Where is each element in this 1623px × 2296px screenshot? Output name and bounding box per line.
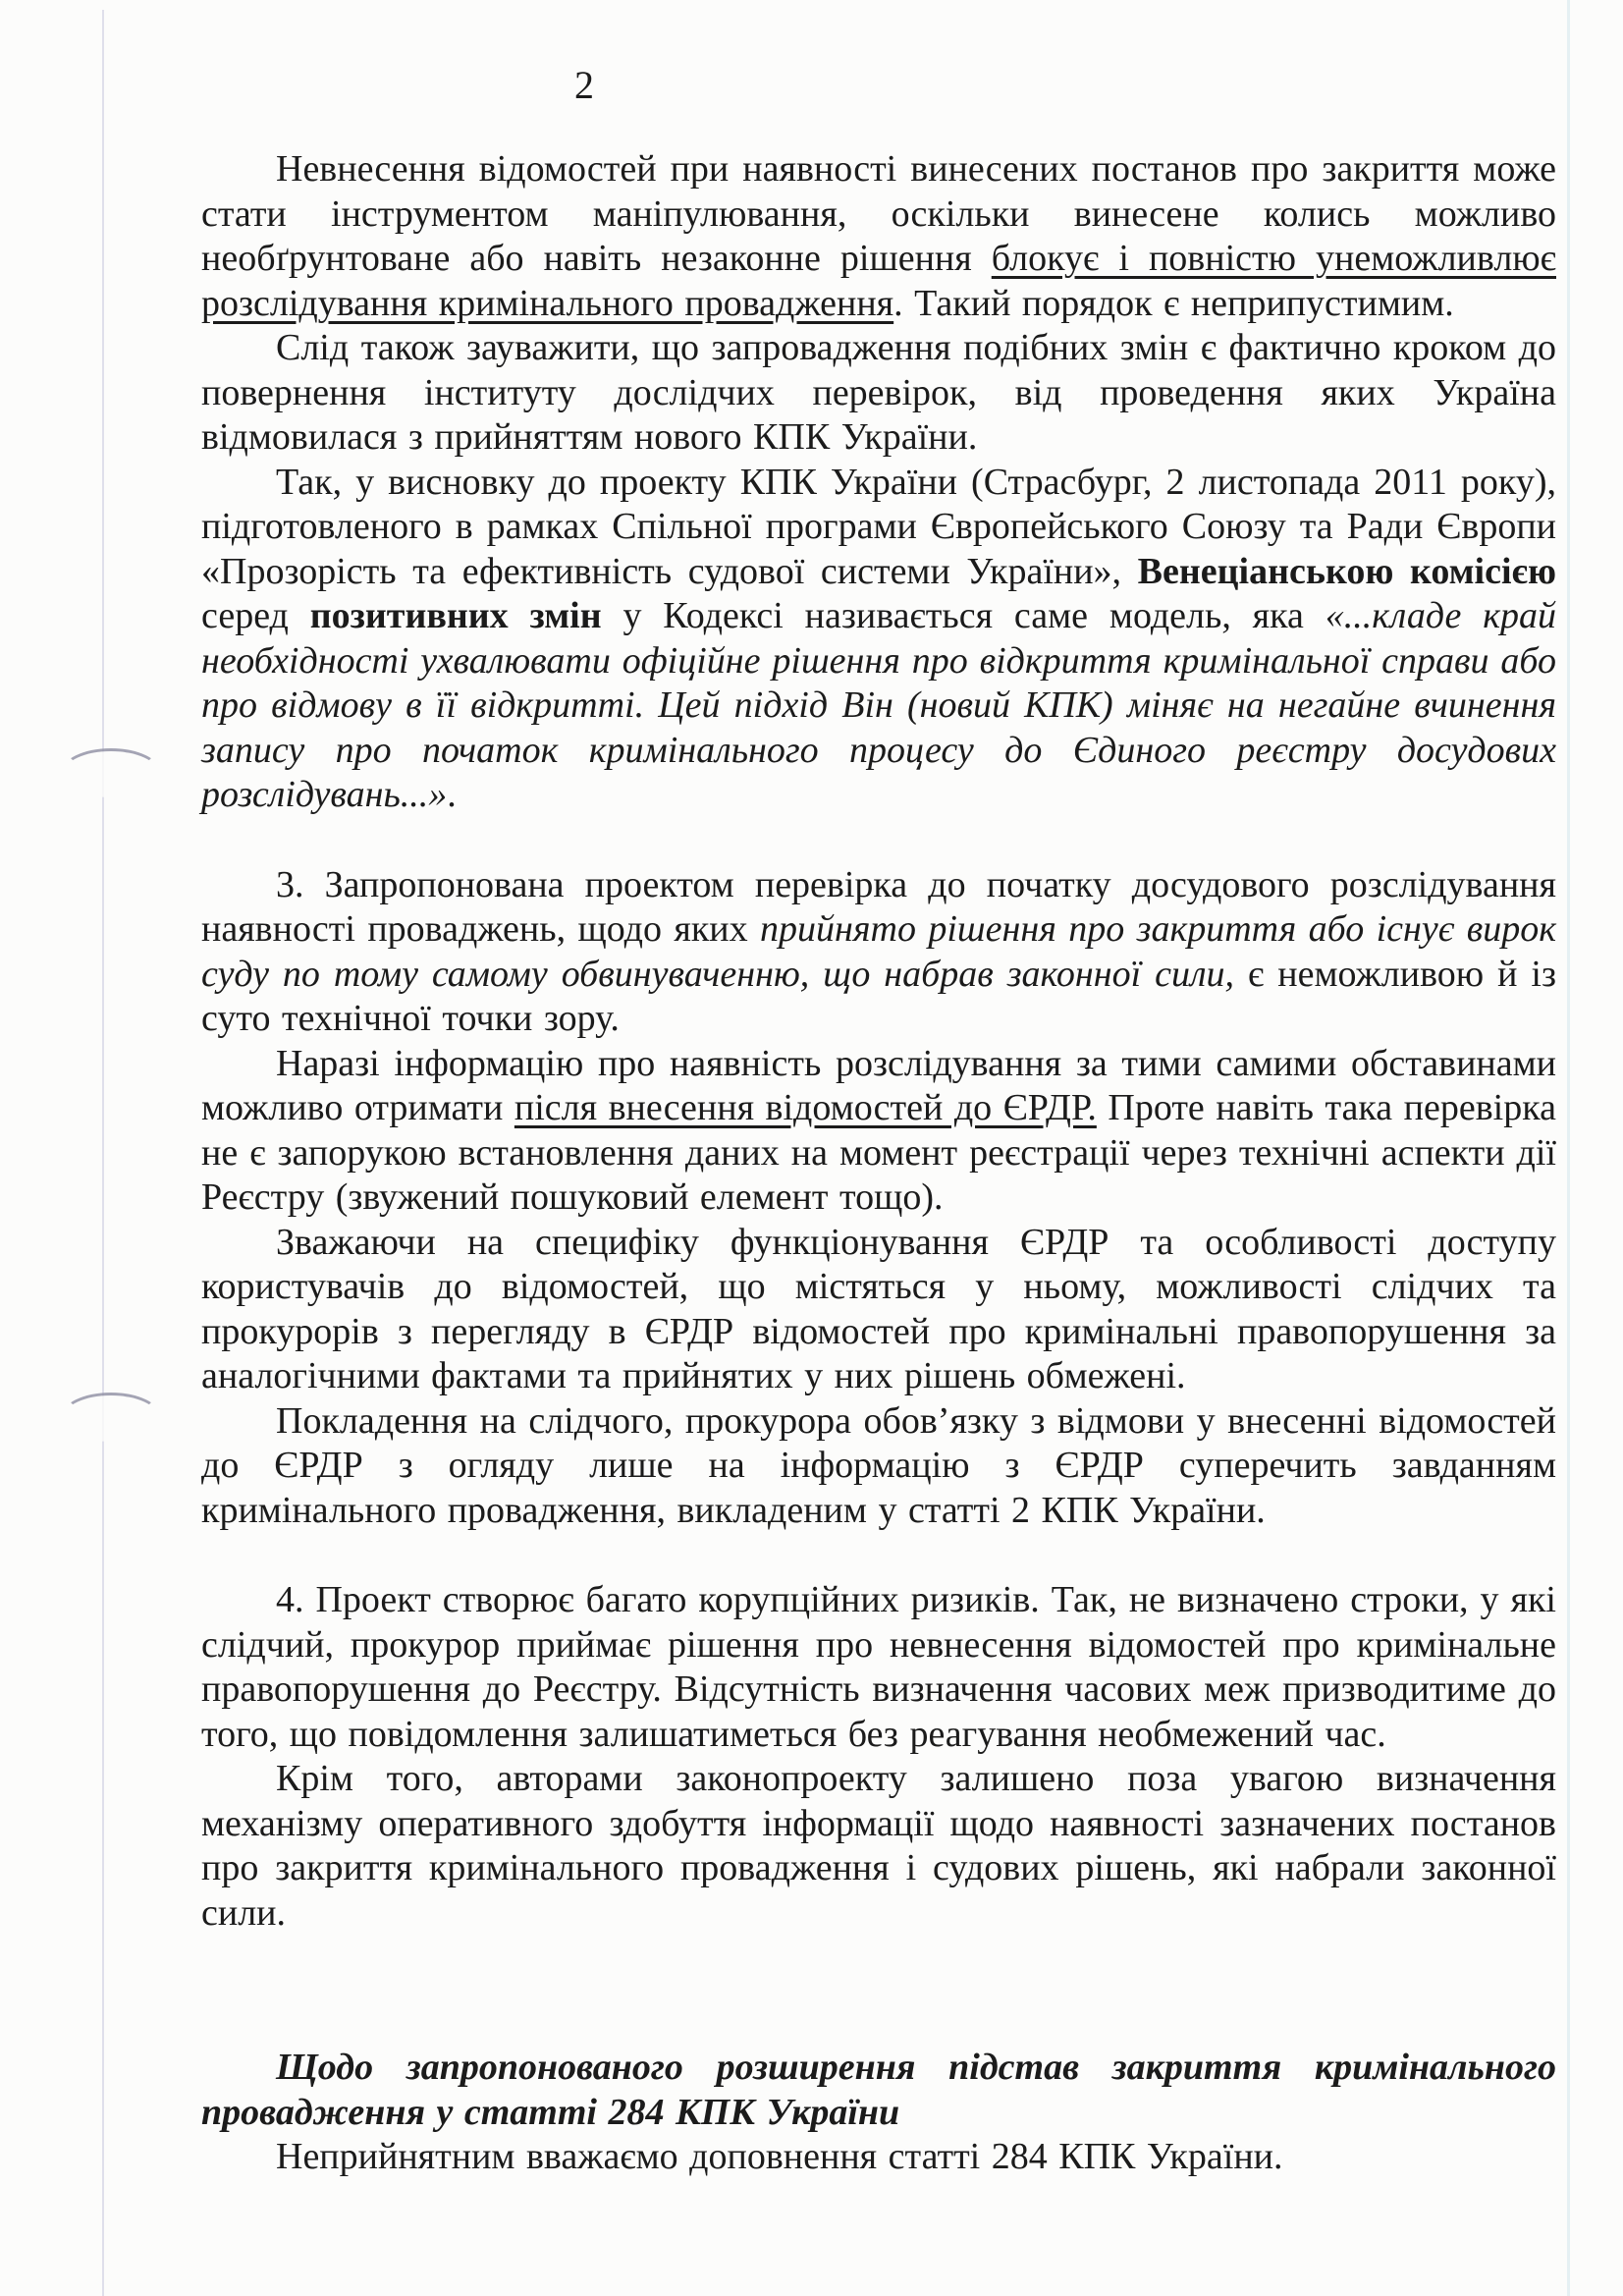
text-run: є неможливою й із суто технічної точки зору. bbox=[201, 953, 1556, 1039]
paragraph-nepryiniatnym bbox=[201, 2135, 1556, 2180]
text-run: Покладення на слідчого, прокурора обов’язку з відмови у внесенні відомостей до ЄРДР з огляду лише на інформацію з ЄРДР суперечить завданням кримінального провадження, викладеним у статті 2 КПК України. bbox=[201, 1399, 1556, 1531]
text-run: у Кодексі називається саме модель, яка bbox=[601, 595, 1325, 636]
text-run: Зважаючи на специфіку функціонування ЄРДР та особливості доступу користувачів до відомостей, що містяться у ньому, можливості слідчих та прокурорів з перегляду в ЄРДР відомостей про кримінальні правопорушення за аналогічними фактами та прийнятих у них рішень обмежені. bbox=[201, 1221, 1556, 1396]
text-run: . Такий порядок є неприпустимим. bbox=[893, 282, 1454, 324]
text-run: після внесення відомостей до ЄРДР. bbox=[514, 1087, 1097, 1128]
paragraph-pokladennia bbox=[201, 1399, 1556, 1534]
text-run: Крім того, авторами законопроекту залишено поза увагою визначення механізму оперативного здобуття інформації щодо наявності зазначених постанов про закриття кримінального провадження і судових рішень, які набрали законної сили. bbox=[201, 1758, 1556, 1934]
scan-artifact-right-line bbox=[1567, 0, 1570, 2296]
paragraph-nonentry-manipulation bbox=[201, 147, 1556, 326]
text-run: 4. Проект створює багато корупційних ризиків. Так, не визначено строки, у які слідчий, прокурор приймає рішення про невнесення відомостей про кримінальне правопорушення до Реєстру. Відсутність визначення часових меж призводитиме до того, що повідомлення залишатиметься без реагування необмежений час. bbox=[201, 1579, 1556, 1755]
paragraph-venice-commission bbox=[201, 461, 1556, 818]
text-run: Наразі інформацію про наявність розслідування за тими самими обставинами можливо отримати bbox=[201, 1042, 1556, 1128]
text-run: 3. Запропонована проектом перевірка до початку досудового розслідування наявності проваджень, щодо яких bbox=[201, 863, 1556, 950]
document-body bbox=[201, 147, 1556, 2180]
text-run: серед bbox=[201, 595, 310, 636]
text-run: Проте навіть така перевірка не є запорукою встановлення даних на момент реєстрації через технічні аспекти дії Реєстру (звужений пошуковий елемент тощо). bbox=[201, 1087, 1556, 1218]
text-run: Невнесення відомостей при наявності винесених постанов про закриття може стати інструментом маніпулювання, оскільки винесене колись можливо необґрунтоване або навіть незаконне рішення bbox=[201, 148, 1556, 279]
text-run: Неприйнятним вважаємо доповнення статті 284 КПК України. bbox=[276, 2136, 1283, 2177]
paragraph-erdr-access bbox=[201, 1221, 1556, 1399]
text-run: прийнято рішення про закриття або існує вирок суду по тому самому обвинуваченню, що набрав законної сили, bbox=[201, 908, 1556, 995]
heading-article-284 bbox=[201, 2046, 1556, 2135]
page-number: 2 bbox=[574, 63, 594, 107]
paragraph-krim-togo bbox=[201, 1757, 1556, 1936]
paragraph-item-4 bbox=[201, 1578, 1556, 1757]
text-run: Слід також зауважити, що запровадження подібних змін є фактично кроком до повернення інституту дослідчих перевірок, від проведення яких Україна відмовилася з прийняттям нового КПК України. bbox=[201, 327, 1556, 458]
text-run: позитивних змін bbox=[309, 595, 602, 636]
paragraph-item-3 bbox=[201, 863, 1556, 1042]
scan-artifact-left-line bbox=[102, 10, 104, 2296]
text-run: блокує і повністю унеможливлює розслідування кримінального провадження bbox=[201, 238, 1556, 324]
text-run: Венеціанською комісією bbox=[1137, 550, 1556, 592]
text-run: Так, у висновку до проекту КПК України (Страсбург, 2 листопада 2011 року), підготовленого в рамках Спільної програми Європейського Союзу та Ради Європи «Прозорість та ефективність судової системи України», bbox=[201, 461, 1556, 592]
paragraph-erdr-check bbox=[201, 1042, 1556, 1221]
text-run: «...кладе край необхідності ухвалювати офіційне рішення про відкриття кримінальної справи або про відмову в її відкритті. Цей підхід Він (новий КПК) міняє на негайне вчинення запису про початок кримінального процесу до Єдиного реєстру досудових розслідувань...» bbox=[201, 595, 1557, 815]
text-run: . bbox=[447, 774, 457, 815]
scan-artifact-arc-top bbox=[61, 748, 161, 797]
text-run: Щодо запропонованого розширення підстав закриття кримінального провадження у статті 284 КПК України bbox=[201, 2047, 1556, 2133]
paragraph-doslidchi-perevirky bbox=[201, 326, 1556, 461]
scan-artifact-arc-bottom bbox=[61, 1393, 161, 1442]
